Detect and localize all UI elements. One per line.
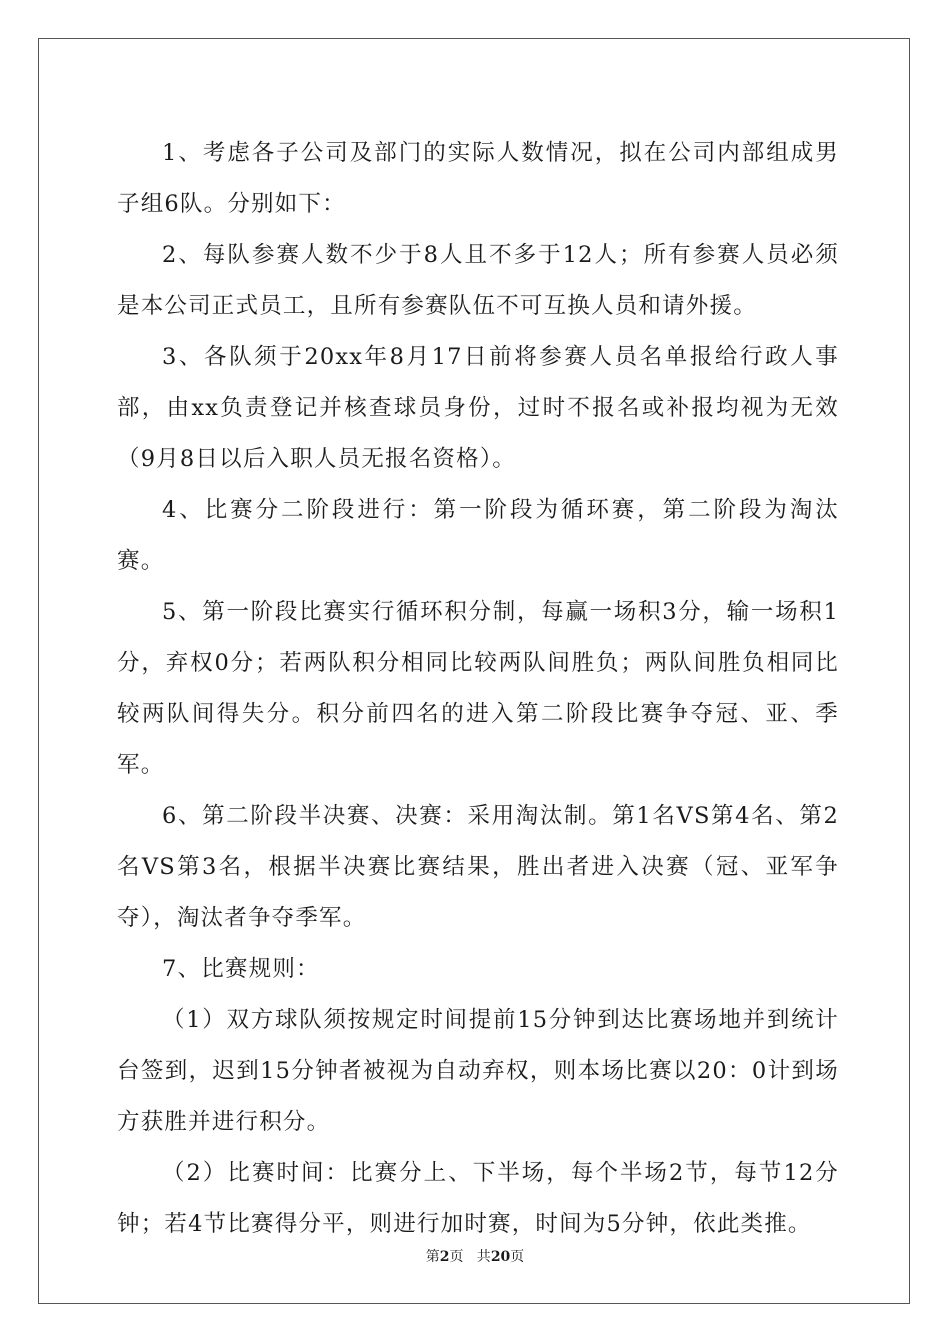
paragraph-3: 3、各队须于20xx年8月17日前将参赛人员名单报给行政人事部，由xx负责登记并核查球员身份，过时不报名或补报均视为无效（9月8日以后入职人员无报名资格）。 xyxy=(117,344,839,472)
paragraph-rule-1: （1）双方球队须按规定时间提前15分钟到达比赛场地并到统计台签到，迟到15分钟者被视为自动弃权，则本场比赛以20：0计到场方获胜并进行积分。 xyxy=(117,1007,839,1135)
page-suffix: 页 xyxy=(510,1249,525,1265)
paragraph-7: 7、比赛规则： xyxy=(162,956,320,982)
paragraph-2: 2、每队参赛人数不少于8人且不多于12人；所有参赛人员必须是本公司正式员工，且所有参赛队伍不可互换人员和请外援。 xyxy=(117,242,839,319)
page-total-number: 20 xyxy=(490,1249,511,1265)
paragraph-5: 5、第一阶段比赛实行循环积分制，每赢一场积3分，输一场积1分，弃权0分；若两队积分相同比较两队间胜负；两队间胜负相同比较两队间得失分。积分前四名的进入第二阶段比赛争夺冠、亚、季军。 xyxy=(117,599,839,778)
paragraph-1: 1、考虑各子公司及部门的实际人数情况，拟在公司内部组成男子组6队。分别如下： xyxy=(117,140,839,217)
page-current-number: 2 xyxy=(439,1249,450,1265)
page-prefix: 第 xyxy=(425,1249,440,1265)
page-mid: 页 共 xyxy=(449,1249,491,1265)
page-footer xyxy=(0,1248,950,1266)
paragraph-6: 6、第二阶段半决赛、决赛：采用淘汰制。第1名VS第4名、第2名VS第3名，根据半决赛比赛结果，胜出者进入决赛（冠、亚军争夺），淘汰者争夺季军。 xyxy=(117,803,839,931)
paragraph-4: 4、比赛分二阶段进行：第一阶段为循环赛，第二阶段为淘汰赛。 xyxy=(117,497,839,574)
paragraph-rule-2: （2）比赛时间：比赛分上、下半场，每个半场2节，每节12分钟；若4节比赛得分平，则进行加时赛，时间为5分钟，依此类推。 xyxy=(117,1160,839,1237)
document-body xyxy=(117,128,839,1250)
